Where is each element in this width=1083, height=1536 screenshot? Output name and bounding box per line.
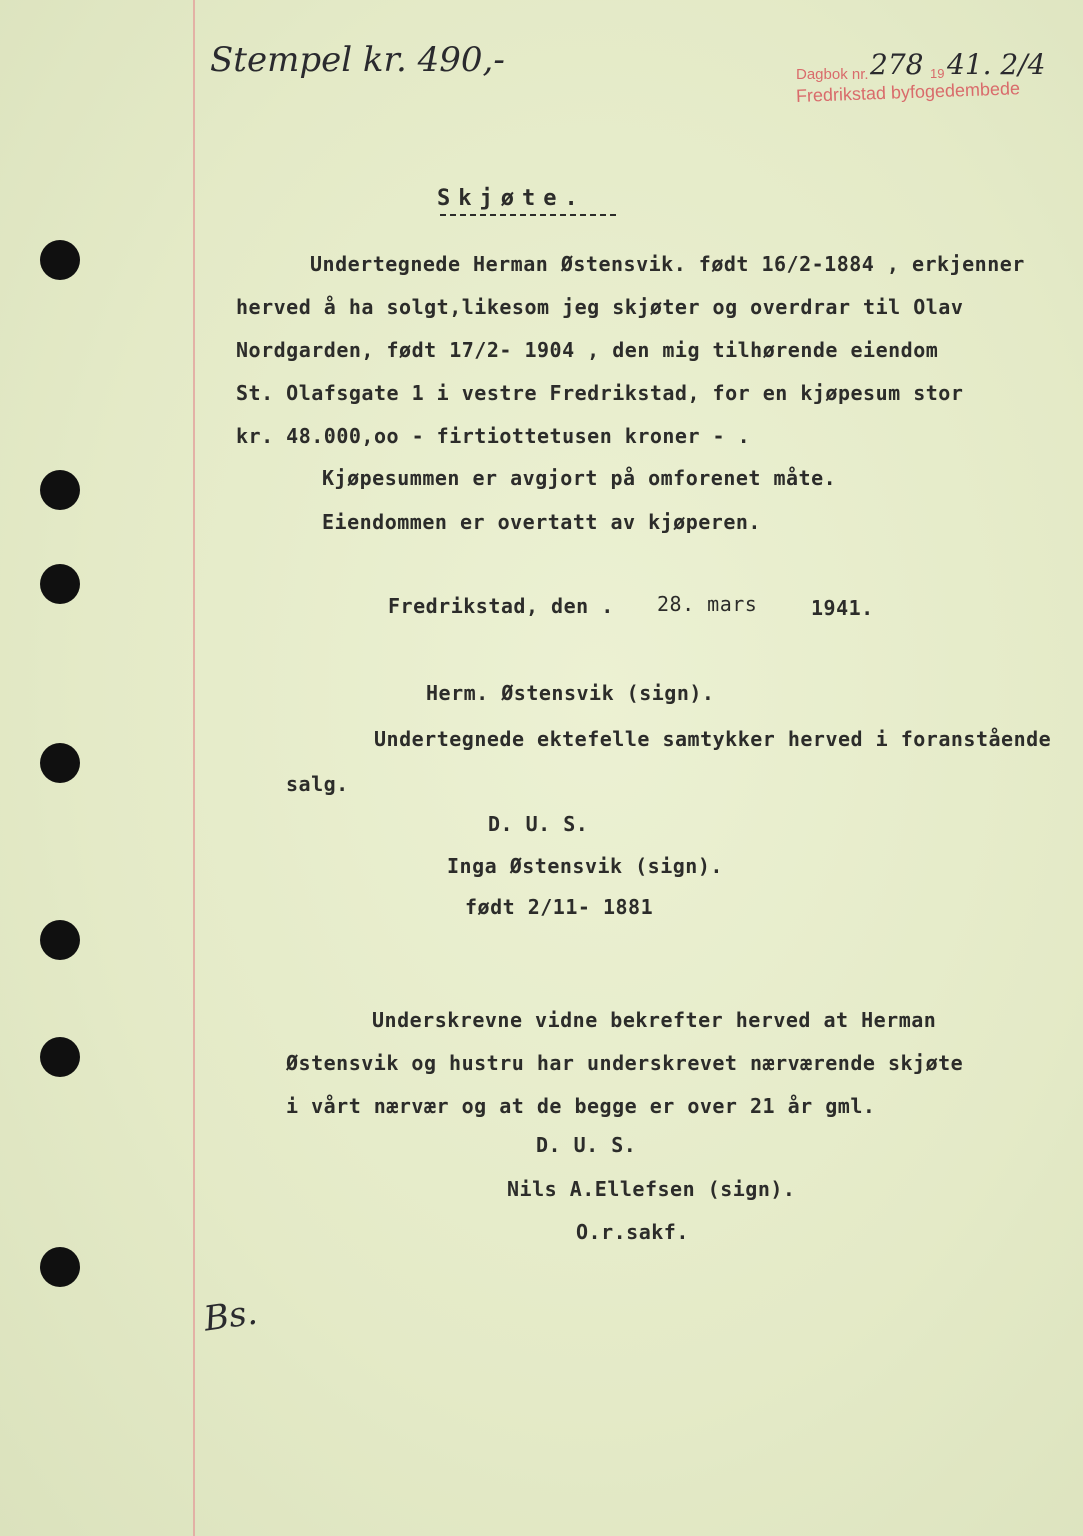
journal-year-date: 41. 2/4: [947, 48, 1046, 81]
text-line: herved å ha solgt,likesom jeg skjøter og overdrar til Olav: [236, 295, 964, 319]
text-line: Underskrevne vidne bekrefter herved at Herman: [372, 1008, 937, 1032]
punch-hole-icon: [40, 240, 80, 280]
initials-signature: Bs.: [201, 1292, 260, 1340]
spouse-dus: D. U. S.: [488, 812, 589, 836]
seller-signature: Herm. Østensvik (sign).: [426, 681, 715, 705]
text-line: Undertegnede Herman Østensvik. født 16/2-1884 , erkjenner: [310, 252, 1025, 276]
text-line: i vårt nærvær og at de begge er over 21 år gml.: [286, 1094, 876, 1118]
text-line: Østensvik og hustru har underskrevet nærværende skjøte: [286, 1051, 964, 1075]
office-stamp: Fredrikstad byfogedembede: [795, 78, 1021, 106]
spouse-born: født 2/11- 1881: [465, 895, 654, 919]
witness-title: O.r.sakf.: [576, 1220, 689, 1244]
punch-hole-icon: [40, 743, 80, 783]
document-title: Skjøte.: [437, 186, 586, 211]
journal-label: Dagbok nr.: [796, 66, 869, 83]
text-line: salg.: [286, 772, 349, 796]
margin-line: [193, 0, 195, 1536]
punch-hole-icon: [40, 470, 80, 510]
journal-number: 278: [870, 48, 924, 81]
place: Fredrikstad, den .: [388, 594, 614, 618]
text-line: Eiendommen er overtatt av kjøperen.: [322, 510, 761, 534]
date: 28. mars: [657, 592, 758, 616]
punch-hole-icon: [40, 1037, 80, 1077]
text-line: Kjøpesummen er avgjort på omforenet måte.: [322, 466, 837, 490]
punch-hole-icon: [40, 1247, 80, 1287]
spouse-signature: Inga Østensvik (sign).: [447, 854, 723, 878]
title-underline: [440, 214, 616, 216]
witness-signature: Nils A.Ellefsen (sign).: [507, 1177, 796, 1201]
punch-hole-icon: [40, 564, 80, 604]
witness-dus: D. U. S.: [536, 1133, 637, 1157]
text-line: Undertegnede ektefelle samtykker herved i foranstående: [374, 727, 1052, 751]
year: 1941.: [811, 596, 874, 620]
journal-year-prefix: 19: [930, 66, 945, 81]
stamp-fee-note: Stempel kr. 490,-: [210, 40, 505, 80]
text-line: kr. 48.000,oo - firtiottetusen kroner - .: [236, 424, 751, 448]
text-line: St. Olafsgate 1 i vestre Fredrikstad, for en kjøpesum stor: [236, 381, 964, 405]
text-line: Nordgarden, født 17/2- 1904 , den mig tilhørende eiendom: [236, 338, 939, 362]
punch-hole-icon: [40, 920, 80, 960]
